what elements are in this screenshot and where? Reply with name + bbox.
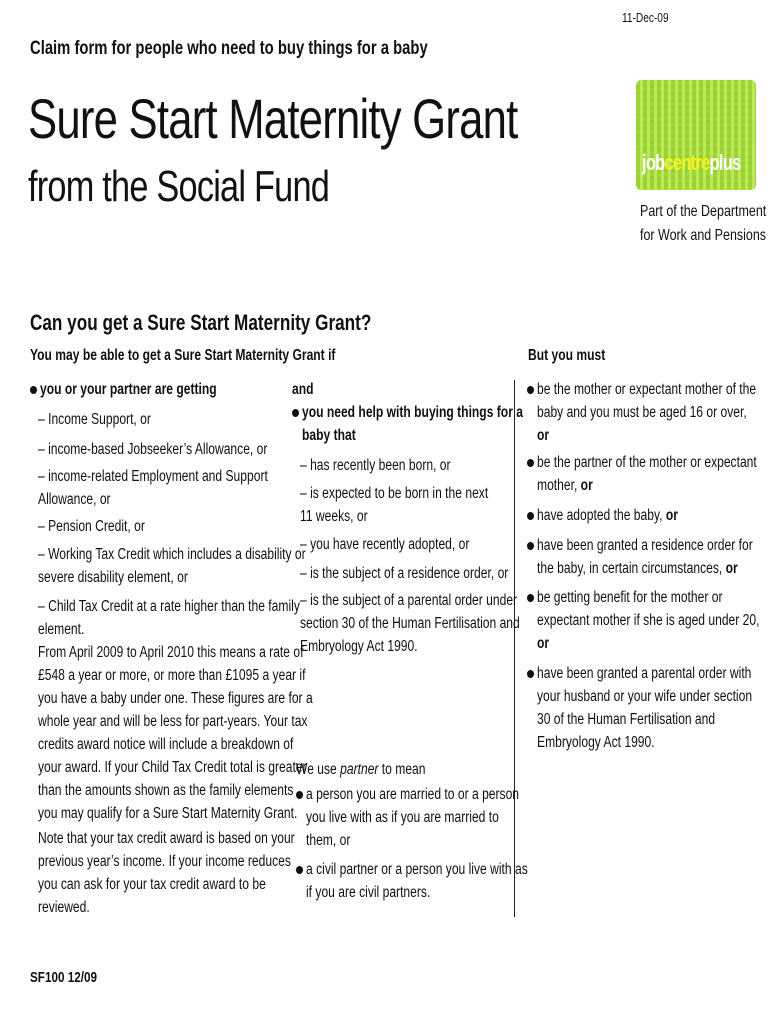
text-line: 11 weeks, or — [300, 508, 368, 525]
text-line: them, or — [306, 832, 351, 849]
text-line: a person you are married to or a person — [306, 786, 520, 803]
bullet-icon — [527, 670, 534, 678]
text-line: Embryology Act 1990. — [537, 734, 655, 751]
text-line: – Child Tax Credit at a rate higher than the family — [38, 598, 300, 615]
partner-bullet — [296, 783, 579, 852]
text-line: reviewed. — [38, 899, 90, 916]
text-line: be the partner of the mother or expectant — [537, 454, 757, 471]
benefit-item — [38, 438, 332, 461]
bullet-icon — [527, 459, 534, 467]
benefit-item — [38, 465, 333, 511]
text-line: – is the subject of a parental order under — [300, 592, 518, 609]
text-line: – has recently been born, or — [300, 457, 451, 474]
bullet-icon — [527, 542, 534, 550]
text-line: you or your partner are getting — [40, 381, 217, 398]
text-line: if you are civil partners. — [306, 884, 431, 901]
text-line: your award. If your Child Tax Credit total is greater — [38, 759, 307, 776]
text-line: expectant mother if she is aged under 20, — [537, 612, 760, 629]
text-line: 30 of the Human Fertilisation and — [537, 711, 716, 728]
section-heading: Can you get a Sure Start Maternity Grant? — [30, 310, 372, 335]
requirement-6 — [527, 662, 770, 754]
bullet-icon — [296, 791, 303, 799]
text-line: – is expected to be born in the next — [300, 485, 489, 502]
text-line: have been granted a parental order with — [537, 665, 752, 682]
bullet-icon — [292, 409, 299, 417]
requirement-1: be the mother or expectant mother of the baby and you must be aged 16 or over, or — [527, 378, 770, 447]
text-line: you need help with buying things for a — [302, 404, 523, 421]
text-line: – income-related Employment and Support — [38, 468, 268, 485]
requirement-4: have been granted a residence order for the baby, in certain circumstances, or — [527, 534, 770, 580]
bullet-icon — [296, 866, 303, 874]
text-line: be the mother or expectant mother of the — [537, 381, 757, 398]
text-line: you can ask for your tax credit award to be — [38, 876, 266, 893]
text-line: From April 2009 to April 2010 this means a rate of — [38, 644, 304, 661]
text-line: previous year’s income. If your income reduces — [38, 853, 291, 870]
date: 11-Dec-09 — [622, 10, 669, 25]
benefit-item — [38, 515, 175, 538]
text-line: you may qualify for a Sure Start Maternity Grant. — [38, 805, 298, 822]
requirement-2: be the partner of the mother or expectant mother, or — [527, 451, 770, 497]
text-line: be getting benefit for the mother or — [537, 589, 723, 606]
text-line: credits award notice will include a breakdown of — [38, 736, 294, 753]
form-subtitle: Claim form for people who need to buy things for a baby — [30, 38, 428, 59]
requirement-3: have adopted the baby, or — [527, 504, 718, 527]
form-code: SF100 12/09 — [30, 969, 98, 986]
text-line: – income-based Jobseeker’s Allowance, or — [38, 441, 268, 458]
text-line: – you have recently adopted, or — [300, 536, 470, 553]
partner-definition: We use partner to mean — [296, 761, 426, 778]
text-line: Note that your tax credit award is based on your — [38, 830, 295, 847]
bullet-icon — [527, 386, 534, 394]
text-line: – Income Support, or — [38, 411, 151, 428]
text-line: you have a baby under one. These figures are for a — [38, 690, 313, 707]
benefit-item — [38, 408, 183, 431]
right-heading: But you must — [528, 347, 606, 364]
baby-item — [300, 533, 517, 556]
text-line: you live with as if you are married to — [306, 809, 499, 826]
bullet-icon — [527, 512, 534, 520]
baby-item — [300, 482, 541, 528]
text-line: – Working Tax Credit which includes a disability or — [38, 546, 306, 563]
text-line: baby and you must be aged 16 or over, — [537, 404, 747, 421]
text-line: whole year and will be less for part-years. Your tax — [38, 713, 308, 730]
text-line: – is the subject of a residence order, or — [300, 565, 509, 582]
text-line: – Pension Credit, or — [38, 518, 145, 535]
text-line: and — [292, 381, 314, 398]
bullet-icon — [527, 594, 534, 602]
jobcentreplus-logo: jobcentreplus — [636, 80, 756, 190]
text-line: have been granted a residence order for — [537, 537, 753, 554]
baby-item — [300, 454, 493, 477]
left-heading: You may be able to get a Sure Start Maternity Grant if — [30, 347, 336, 364]
partner-bullet — [296, 858, 590, 904]
text-line: element. — [38, 621, 85, 638]
criteria-bullet — [30, 378, 267, 401]
text-line: a civil partner or a person you live with as — [306, 861, 528, 878]
text-line: Allowance, or — [38, 491, 111, 508]
page-title: Sure Start Maternity Grant — [28, 87, 518, 150]
text-line: severe disability element, or — [38, 569, 188, 586]
text-line: than the amounts shown as the family elements — [38, 782, 294, 799]
text-line: your husband or your wife under section — [537, 688, 753, 705]
department-text: Part of the Department for Work and Pensions — [640, 203, 767, 244]
text-line: baby that — [302, 427, 356, 444]
and-label — [292, 378, 320, 401]
text-line: Embryology Act 1990. — [300, 638, 418, 655]
bullet-icon — [30, 386, 37, 394]
text-line: £548 a year or more, or more than £1095 a year if — [38, 667, 306, 684]
page-title-2: from the Social Fund — [28, 162, 330, 211]
requirement-5: be getting benefit for the mother or expectant mother if she is aged under 20, or — [527, 586, 770, 655]
text-line: section 30 of the Human Fertilisation and — [300, 615, 520, 632]
